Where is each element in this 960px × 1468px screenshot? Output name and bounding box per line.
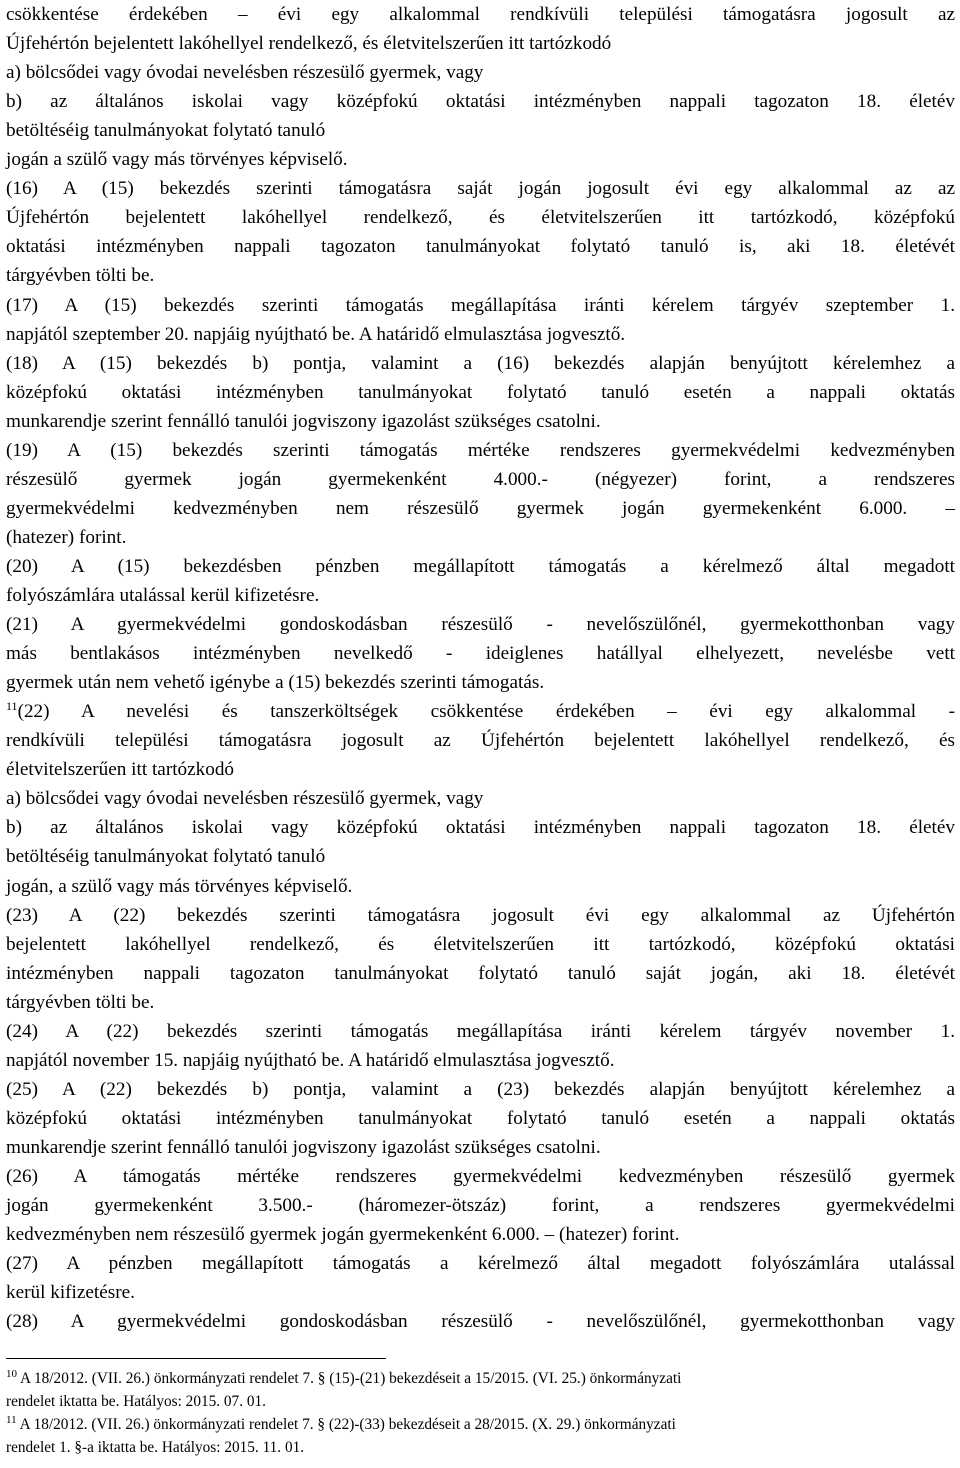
line-text: a) bölcsődei vagy óvodai nevelésben részesülő gyermek, vagy <box>6 788 484 810</box>
text-line <box>6 436 955 465</box>
text-line <box>6 842 955 871</box>
text-line <box>6 465 955 494</box>
footnote-line <box>6 1391 955 1413</box>
footnote-text: rendelet 1. §-a iktatta be. Hatályos: 2015. 11. 01. <box>6 1439 305 1456</box>
text-line <box>6 1220 955 1249</box>
footnote-text: A 18/2012. (VII. 26.) önkormányzati rendelet 7. § (22)-(33) bekezdéseit a 28/2015. (X. 29.) önkormányzati <box>16 1416 676 1433</box>
line-text: intézményben nappali tagozaton tanulmányokat folytató tanuló saját jogán, aki 18. életévét <box>6 962 955 984</box>
line-text: a) bölcsődei vagy óvodai nevelésben részesülő gyermek, vagy <box>6 62 484 84</box>
line-text: kedvezményben nem részesülő gyermek jogán gyermekenként 6.000. – (hatezer) forint. <box>6 1224 680 1246</box>
text-line <box>6 784 955 813</box>
text-line <box>6 1046 955 1075</box>
line-text: (20) A (15) bekezdésben pénzben megállapított támogatás a kérelmező által megadott <box>6 555 955 577</box>
text-line <box>6 320 955 349</box>
line-text: napjától november 15. napjáig nyújtható be. A határidő elmulasztása jogvesztő. <box>6 1049 615 1071</box>
line-text: tárgyévben tölti be. <box>6 265 155 287</box>
line-text: (18) A (15) bekezdés b) pontja, valamint a (16) bekezdés alapján benyújtott kérelemhez a <box>6 352 955 374</box>
line-text: más bentlakásos intézményben nevelkedő - ideiglenes hatállyal elhelyezett, nevelésbe vett <box>6 643 955 665</box>
line-text: jogán a szülő vagy más törvényes képviselő. <box>6 149 348 171</box>
text-line <box>6 1017 955 1046</box>
text-line <box>6 291 955 320</box>
line-text: (21) A gyermekvédelmi gondoskodásban részesülő - nevelőszülőnél, gyermekotthonban vagy <box>6 614 955 636</box>
line-text: gyermek után nem vehető igénybe a (15) bekezdés szerinti támogatás. <box>6 672 545 694</box>
text-line <box>6 494 955 523</box>
line-text: (19) A (15) bekezdés szerinti támogatás mértéke rendszeres gyermekvédelmi kedvezményben <box>6 439 955 461</box>
text-line <box>6 668 955 697</box>
line-text: tárgyévben tölti be. <box>6 991 155 1013</box>
text-line <box>6 755 955 784</box>
text-line <box>6 232 955 261</box>
text-line <box>6 87 955 116</box>
text-line <box>6 145 955 174</box>
line-text: (24) A (22) bekezdés szerinti támogatás megállapítása iránti kérelem tárgyév november 1. <box>6 1020 955 1042</box>
text-line <box>6 261 955 290</box>
line-text: (16) A (15) bekezdés szerinti támogatásra saját jogán jogosult évi egy alkalommal az az <box>6 178 955 200</box>
text-line <box>6 349 955 378</box>
line-text: folyószámlára utalással kerül kifizetésre. <box>6 585 320 606</box>
line-text: középfokú oktatási intézményben tanulmányokat folytató tanuló esetén a nappali oktatás <box>6 1107 955 1129</box>
footnote-line <box>6 1414 955 1436</box>
text-line <box>6 523 955 552</box>
line-text: bejelentett lakóhellyel rendelkező, és életvitelszerűen itt tartózkodó, középfokú oktatási <box>6 933 955 955</box>
text-line <box>6 930 955 959</box>
text-line <box>6 378 955 407</box>
line-text: (26) A támogatás mértéke rendszeres gyermekvédelmi kedvezményben részesülő gyermek <box>6 1166 955 1187</box>
line-text: Újfehértón bejelentett lakóhellyel rendelkező, és életvitelszerűen itt tartózkodó <box>6 33 612 55</box>
text-line <box>6 1075 955 1104</box>
line-text: (22) A nevelési és tanszerköltségek csökkentése érdekében – évi egy alkalommal - <box>17 701 955 723</box>
text-line <box>6 174 955 203</box>
text-line <box>6 872 955 901</box>
text-line <box>6 610 955 639</box>
footnote-separator <box>6 1358 386 1359</box>
line-text: Újfehértón bejelentett lakóhellyel rendelkező, és életvitelszerűen itt tartózkodó, középfokú <box>6 207 955 229</box>
footnote-number: 11 <box>6 1414 17 1426</box>
line-text: (hatezer) forint. <box>6 526 127 548</box>
text-line <box>6 552 955 581</box>
text-line <box>6 726 955 755</box>
text-line <box>6 1278 955 1307</box>
line-text: oktatási intézményben nappali tagozaton tanulmányokat folytató tanuló is, aki 18. életévét <box>6 236 955 258</box>
line-text: életvitelszerűen itt tartózkodó <box>6 759 235 781</box>
text-line <box>6 1191 955 1220</box>
text-line <box>6 0 955 29</box>
text-line <box>6 203 955 232</box>
line-text: b) az általános iskolai vagy középfokú oktatási intézményben nappali tagozaton 18. életév <box>6 817 955 839</box>
text-line <box>6 1249 955 1278</box>
text-line <box>6 639 955 668</box>
footnote-text: rendelet iktatta be. Hatályos: 2015. 07. 01. <box>6 1393 266 1410</box>
line-text: (23) A (22) bekezdés szerinti támogatásra jogosult évi egy alkalommal az Újfehértón <box>6 904 955 926</box>
text-line <box>6 116 955 145</box>
line-text: rendkívüli települési támogatásra jogosult az Újfehértón bejelentett lakóhellyel rendelkező, és <box>6 730 955 752</box>
line-text: (28) A gyermekvédelmi gondoskodásban részesülő - nevelőszülőnél, gyermekotthonban vagy <box>6 1311 955 1333</box>
text-line <box>6 407 955 436</box>
footnote-line <box>6 1437 955 1459</box>
text-line <box>6 58 955 87</box>
line-text: betöltéséig tanulmányokat folytató tanuló <box>6 846 326 868</box>
footnote-line <box>6 1368 955 1390</box>
text-line <box>6 1162 955 1191</box>
line-text: betöltéséig tanulmányokat folytató tanuló <box>6 120 326 142</box>
text-line <box>6 1104 955 1133</box>
footnote-text: A 18/2012. (VII. 26.) önkormányzati rendelet 7. § (15)-(21) bekezdéseit a 15/2015. (VI. 25.) önkormányzati <box>17 1370 682 1387</box>
line-text: jogán gyermekenként 3.500.- (háromezer-ötszáz) forint, a rendszeres gyermekvédelmi <box>6 1195 955 1217</box>
text-line <box>6 29 955 58</box>
text-line <box>6 901 955 930</box>
line-text: (25) A (22) bekezdés b) pontja, valamint a (23) bekezdés alapján benyújtott kérelemhez a <box>6 1078 955 1100</box>
line-text: (17) A (15) bekezdés szerinti támogatás megállapítása iránti kérelem tárgyév szeptember 1. <box>6 294 955 316</box>
line-text: b) az általános iskolai vagy középfokú oktatási intézményben nappali tagozaton 18. életév <box>6 91 955 113</box>
text-line <box>6 581 955 610</box>
line-text: részesülő gyermek jogán gyermekenként 4.000.- (négyezer) forint, a rendszeres <box>6 468 955 490</box>
line-text: jogán, a szülő vagy más törvényes képviselő. <box>6 875 353 897</box>
text-line <box>6 988 955 1017</box>
line-text: munkarendje szerint fennálló tanulói jogviszony igazolást szükséges csatolni. <box>6 1136 601 1158</box>
text-line <box>6 813 955 842</box>
text-line <box>6 1307 955 1336</box>
line-text: gyermekvédelmi kedvezményben nem részesülő gyermek jogán gyermekenként 6.000. – <box>6 497 955 519</box>
line-text: csökkentése érdekében – évi egy alkalommal rendkívüli települési támogatásra jogosult az <box>6 4 955 25</box>
text-line <box>6 697 955 726</box>
text-line <box>6 959 955 988</box>
line-text: középfokú oktatási intézményben tanulmányokat folytató tanuló esetén a nappali oktatás <box>6 381 955 403</box>
line-text: napjától szeptember 20. napjáig nyújtható be. A határidő elmulasztása jogvesztő. <box>6 323 626 345</box>
footnote-reference: 11 <box>6 699 18 714</box>
line-text: (27) A pénzben megállapított támogatás a kérelmező által megadott folyószámlára utalással <box>6 1253 955 1275</box>
line-text: munkarendje szerint fennálló tanulói jogviszony igazolást szükséges csatolni. <box>6 410 601 432</box>
text-line <box>6 1133 955 1162</box>
footnote-number: 10 <box>6 1368 17 1380</box>
line-text: kerül kifizetésre. <box>6 1282 135 1304</box>
